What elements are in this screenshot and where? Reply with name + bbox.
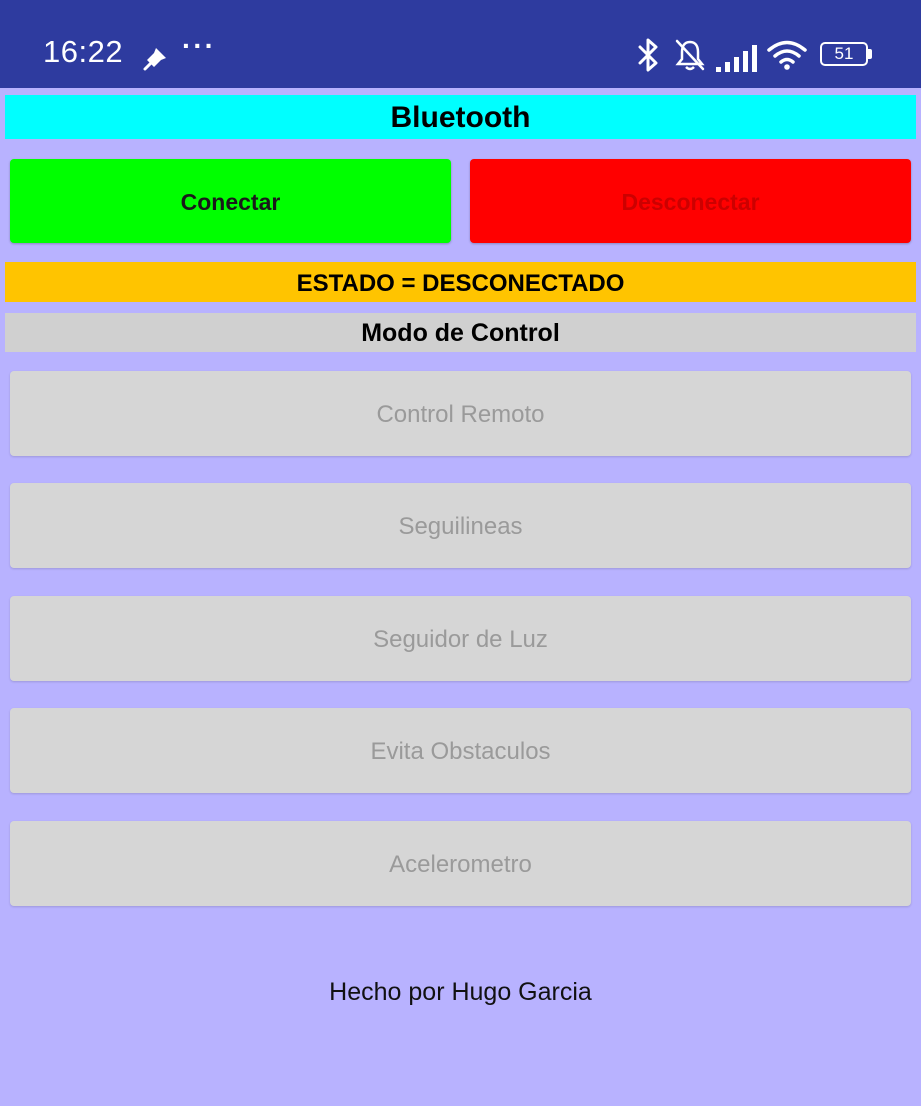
mode-button-seguilineas[interactable]: Seguilineas (10, 483, 911, 568)
connect-button[interactable]: Conectar (10, 159, 451, 243)
mode-section-title: Modo de Control (5, 313, 916, 352)
pin-icon (142, 42, 168, 76)
battery-icon (820, 42, 872, 66)
footer-credit: Hecho por Hugo Garcia (329, 978, 592, 1006)
mode-button-acelerometro[interactable]: Acelerometro (10, 821, 911, 906)
mode-button-evita-obstaculos[interactable]: Evita Obstaculos (10, 708, 911, 793)
mode-button-control-remoto[interactable]: Control Remoto (10, 371, 911, 456)
more-notifications-icon: ··· (182, 30, 216, 61)
clock: 16:22 (43, 34, 124, 69)
disconnect-button[interactable]: Desconectar (470, 159, 911, 243)
wifi-icon (766, 38, 808, 72)
mode-button-seguidor-de-luz[interactable]: Seguidor de Luz (10, 596, 911, 681)
signal-icon (714, 42, 758, 76)
connection-status: ESTADO = DESCONECTADO (5, 262, 916, 302)
system-status-bar (0, 0, 921, 88)
app-title: Bluetooth (5, 95, 916, 139)
bell-off-icon (674, 38, 706, 72)
bluetooth-icon (636, 38, 662, 72)
battery-tip (868, 49, 872, 59)
battery-level: 51 (820, 42, 868, 66)
